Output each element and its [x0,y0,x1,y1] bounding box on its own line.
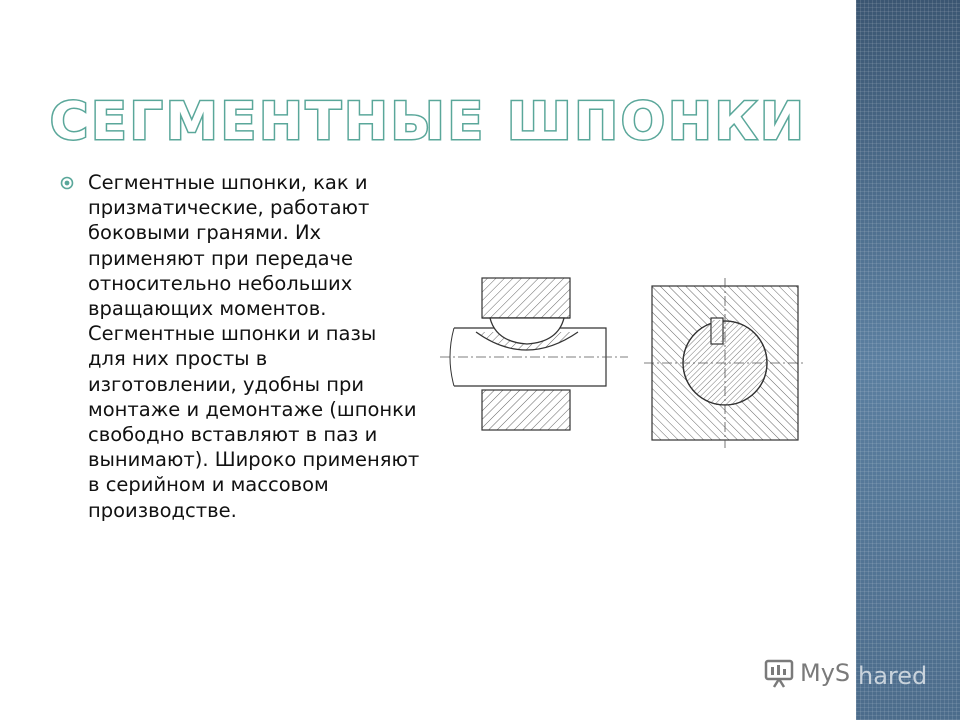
bullet-item [60,170,420,523]
watermark [764,656,854,690]
key-joint-drawing [438,268,808,454]
circle-bullet-icon [60,176,74,190]
decorative-side-band [856,0,960,720]
presentation-board-icon [764,658,796,688]
slide-title: СЕГМЕНТНЫЕ ШПОНКИ [50,92,807,152]
watermark-text: MyS [800,659,851,687]
side-view [440,278,628,430]
cross-section-view [644,278,806,448]
bullet-text: Сегментные шпонки, как и призматические, работают боковыми гранями. Их применяют при передаче относительно небольших вращающих моментов. Сегментные шпонки и пазы для них просты в изготовлении, удобны при монтаже и демонтаже (шпонки свободно вставляют в паз и вынимают). Широко применяют в серийном и массовом производстве. [88,171,420,522]
watermark-text-tail: hared [858,662,928,690]
